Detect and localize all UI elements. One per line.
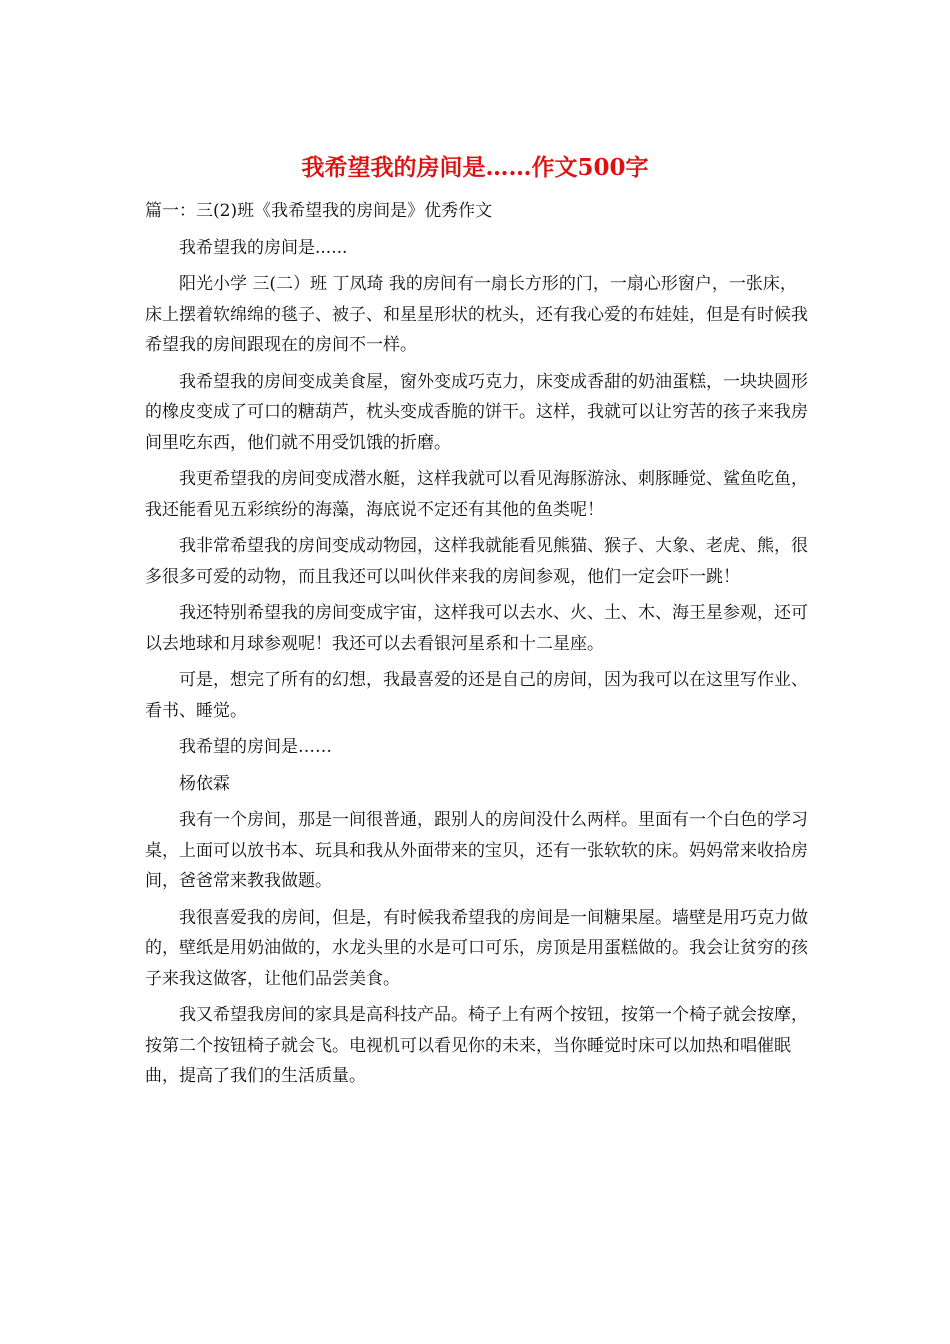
document-body [145, 196, 813, 1098]
paragraph: 我希望我的房间是...... [179, 237, 348, 258]
document-title: 我希望我的房间是……作文500字 [301, 154, 649, 181]
paragraph: 我希望的房间是…… [179, 737, 332, 757]
paragraph: 我希望我的房间变成美食屋，窗外变成巧克力，床变成香甜的奶油蛋糕，一块块圆形的橡皮变成了可口的糖葫芦，枕头变成香脆的饼干。这样，我就可以让穷苦的孩子来我房间里吃东西，他们就不用受饥饿的折磨。 [145, 371, 808, 453]
paragraph: 杨依霖 [179, 773, 230, 794]
paragraph: 阳光小学 三(二）班 丁凤琦 我的房间有一扇长方形的门，一扇心形窗户，一张床，床上摆着软绵绵的毯子、被子、和星星形状的枕头，还有我心爱的布娃娃，但是有时候我希望我的房间跟现在的房间不一样。 [145, 274, 808, 355]
paragraph: 我还特别希望我的房间变成宇宙，这样我可以去水、火、土、木、海王星参观，还可以去地球和月球参观呢！我还可以去看银河星系和十二星座。 [145, 603, 808, 654]
section-heading: 篇一：三(2)班《我希望我的房间是》优秀作文 [145, 201, 493, 221]
paragraph: 我很喜爱我的房间，但是，有时候我希望我的房间是一间糖果屋。墙壁是用巧克力做的，壁纸是用奶油做的，水龙头里的水是可口可乐，房顶是用蛋糕做的。我会让贫穷的孩子来我这做客，让他们品尝美食。 [145, 907, 808, 989]
paragraph: 我又希望我房间的家具是高科技产品。椅子上有两个按钮，按第一个椅子就会按摩，按第二个按钮椅子就会飞。电视机可以看见你的未来，当你睡觉时床可以加热和唱催眠曲，提高了我们的生活质量。 [145, 1005, 808, 1086]
paragraph: 我更希望我的房间变成潜水艇，这样我就可以看见海豚游泳、刺豚睡觉、鲨鱼吃鱼，我还能看见五彩缤纷的海藻，海底说不定还有其他的鱼类呢！ [145, 469, 808, 520]
paragraph: 我非常希望我的房间变成动物园，这样我就能看见熊猫、猴子、大象、老虎、熊，很多很多可爱的动物，而且我还可以叫伙伴来我的房间参观，他们一定会吓一跳！ [145, 536, 808, 587]
paragraph: 我有一个房间，那是一间很普通，跟别人的房间没什么两样。里面有一个白色的学习桌，上面可以放书本、玩具和我从外面带来的宝贝，还有一张软软的床。妈妈常来收拾房间，爸爸常来教我做题。 [145, 810, 808, 891]
paragraph: 可是，想完了所有的幻想，我最喜爱的还是自己的房间，因为我可以在这里写作业、看书、睡觉。 [145, 670, 808, 721]
